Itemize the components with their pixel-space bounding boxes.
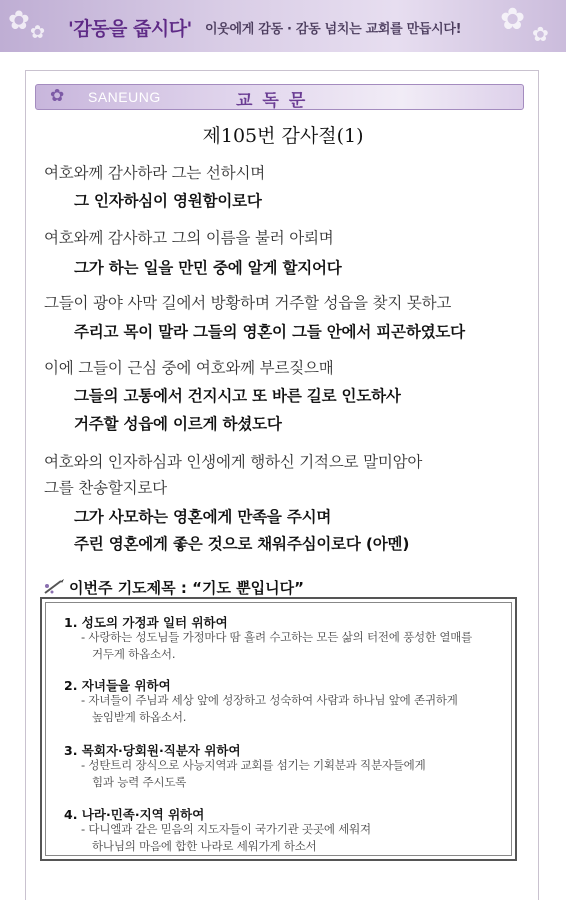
pen-icon	[43, 578, 65, 596]
prayer-item-desc: 높임받게 하옵소서.	[92, 710, 187, 724]
reading-line-people: 주리고 목이 말라 그들의 영혼이 그들 안에서 피곤하였도다	[74, 323, 465, 341]
prayer-item-desc: - 성탄트리 장식으로 사능지역과 교회를 섬기는 기획분과 직분자들에게	[81, 758, 426, 772]
section-title: 교독문	[236, 91, 316, 111]
reading-line-leader: 여호와께 감사하고 그의 이름을 불러 아뢰며	[44, 229, 334, 247]
reading-line-leader: 그를 찬송할지로다	[44, 479, 167, 497]
prayer-box-inner	[45, 602, 512, 856]
reading-title: 제105번 감사절(1)	[202, 125, 364, 147]
flower-icon: ✿	[500, 2, 526, 37]
prayer-heading	[43, 576, 304, 598]
reading-line-people: 그 인자하심이 영원함이로다	[74, 192, 262, 210]
flower-icon: ✿	[30, 22, 46, 43]
church-brand: SANEUNG	[88, 89, 161, 105]
prayer-item-title: 3. 목회자·당회원·직분자 위하여	[64, 743, 241, 758]
prayer-item-desc: 거두게 하옵소서.	[92, 647, 176, 661]
flower-icon: ✿	[8, 6, 30, 36]
prayer-item-title: 1. 성도의 가정과 일터 위하여	[64, 615, 228, 630]
reading-line-people: 그들의 고통에서 건지시고 또 바른 길로 인도하사	[74, 387, 401, 405]
prayer-item-title: 2. 자녀들을 위하여	[64, 678, 171, 693]
prayer-item-desc: - 다니엘과 같은 믿음의 지도자들이 국가기관 곳곳에 세워져	[81, 822, 371, 836]
section-header-bar	[35, 84, 524, 110]
slogan-main: '감동을 줍시다'	[68, 18, 192, 40]
prayer-item-title: 4. 나라·민족·지역 위하여	[64, 807, 205, 822]
prayer-item-desc: - 자녀들이 주님과 세상 앞에 성장하고 성숙하여 사람과 하나님 앞에 존귀하게	[81, 693, 458, 707]
prayer-item-desc: 힘과 능력 주시도록	[92, 775, 187, 789]
top-banner	[0, 0, 566, 52]
flower-icon: ✿	[532, 22, 549, 46]
flower-icon: ✿	[50, 86, 65, 106]
prayer-item-desc: 하나님의 마음에 합한 나라로 세워가게 하소서	[92, 839, 317, 853]
reading-line-leader: 여호와께 감사하라 그는 선하시며	[44, 164, 266, 182]
reading-line-people: 거주할 성읍에 이르게 하셨도다	[74, 415, 282, 433]
prayer-box	[40, 597, 517, 861]
reading-line-people: 그가 사모하는 영혼에게 만족을 주시며	[74, 508, 332, 526]
slogan-sub: 이웃에게 감동 · 감동 넘치는 교회를 만듭시다!	[205, 22, 462, 37]
reading-line-people: 그가 하는 일을 만민 중에 알게 할지어다	[74, 259, 342, 277]
reading-line-leader: 여호와의 인자하심과 인생에게 행하신 기적으로 말미암아	[44, 453, 423, 471]
prayer-heading-text: 이번주 기도제목 : “기도 뿐입니다”	[69, 578, 304, 597]
reading-line-people: 주린 영혼에게 좋은 것으로 채워주심이로다 (아멘)	[74, 535, 410, 553]
prayer-item-desc: - 사랑하는 성도님들 가정마다 땀 흘려 수고하는 모든 삶의 터전에 풍성한 열매를	[81, 630, 473, 644]
reading-line-leader: 그들이 광야 사막 길에서 방황하며 거주할 성읍을 찾지 못하고	[44, 294, 452, 312]
reading-line-leader: 이에 그들이 근심 중에 여호와께 부르짖으매	[44, 359, 334, 377]
